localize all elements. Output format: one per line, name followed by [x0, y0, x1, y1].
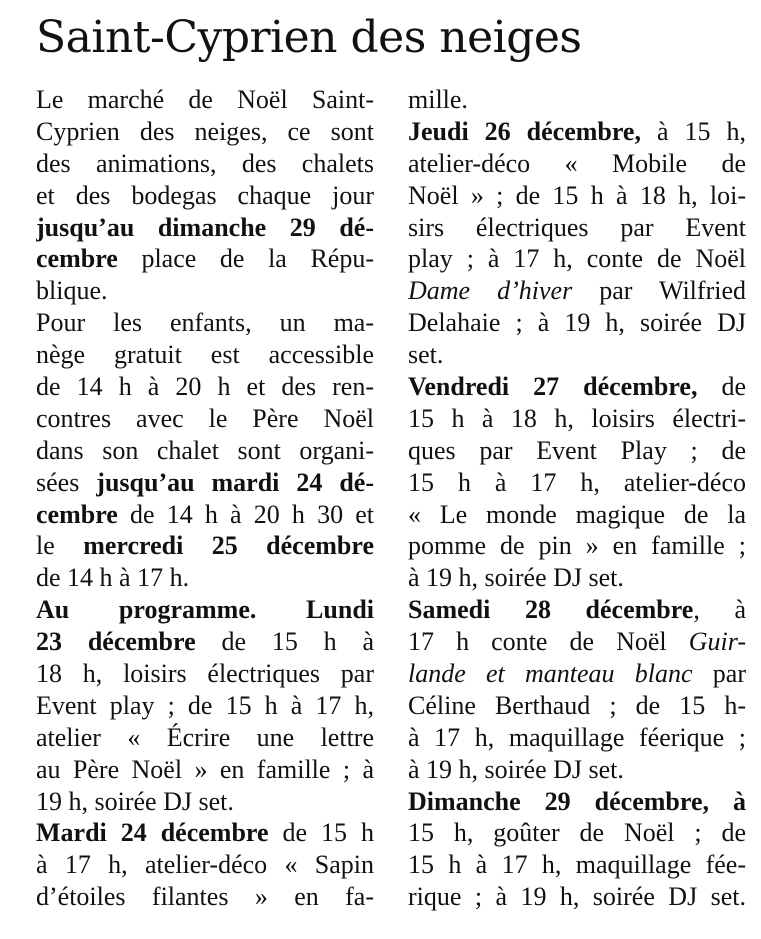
- text-line: [36, 307, 374, 339]
- text-run: à 15 h,: [640, 116, 746, 146]
- text-line: [408, 212, 746, 244]
- text-run: à 19 h, soirée DJ set.: [408, 754, 624, 784]
- text-run: dans son chalet sont organi-: [36, 435, 374, 465]
- bold-run: 23 décembre: [36, 627, 196, 657]
- bold-run: jusqu’au dimanche 29 dé-: [36, 212, 374, 242]
- text-line: [408, 243, 746, 275]
- text-run: de 14 h à 17 h.: [36, 563, 190, 593]
- text-run: atelier « Écrire une lettre: [36, 722, 374, 752]
- text-line: [36, 275, 374, 307]
- text-run: sirs électriques par Event: [408, 212, 746, 242]
- text-run: 15 h à 17 h, maquillage fée-: [408, 850, 746, 880]
- italic-run: Guir-: [688, 627, 746, 657]
- text-line: [36, 754, 374, 786]
- article-column-left: [36, 84, 374, 913]
- text-run: de 15 h à: [195, 627, 374, 657]
- italic-run: lande et manteau blanc: [408, 659, 693, 689]
- text-run: contres avec le Père Noël: [36, 403, 374, 433]
- text-line: [408, 881, 746, 913]
- text-run: Cyprien des neiges, ce sont: [36, 116, 374, 146]
- text-run: de 14 h à 20 h et des ren-: [36, 372, 374, 402]
- text-line: [36, 817, 374, 849]
- text-line: [36, 690, 374, 722]
- text-line: [36, 116, 374, 148]
- text-line: [36, 849, 374, 881]
- text-line: [408, 849, 746, 881]
- text-run: mille.: [408, 85, 468, 114]
- text-line: [408, 594, 746, 626]
- bold-run: cembre: [36, 499, 118, 529]
- bold-run: Vendredi 27 décembre,: [408, 372, 698, 402]
- text-line: [408, 817, 746, 849]
- text-run: play ; à 17 h, conte de Noël: [408, 244, 746, 274]
- text-run: de 15 h: [268, 818, 374, 848]
- text-line: [408, 690, 746, 722]
- text-line: [36, 562, 374, 594]
- text-line: [408, 562, 746, 594]
- text-line: [408, 339, 746, 371]
- text-line: [36, 339, 374, 371]
- text-line: [408, 116, 746, 148]
- text-line: [408, 786, 746, 818]
- text-line: [408, 754, 746, 786]
- bold-run: Samedi 28 décembre: [408, 595, 694, 625]
- bold-run: Mardi 24 décembre: [36, 818, 269, 848]
- text-line: [36, 626, 374, 658]
- text-run: Noël » ; de 15 h à 18 h, loi-: [408, 180, 746, 210]
- text-line: [36, 84, 374, 116]
- text-line: [36, 212, 374, 244]
- text-run: 15 h à 18 h, loisirs électri-: [408, 403, 746, 433]
- text-line: [408, 403, 746, 435]
- text-line: [36, 371, 374, 403]
- bold-run: Au programme. Lundi: [36, 595, 374, 625]
- text-run: de 14 h à 20 h 30 et: [117, 499, 374, 529]
- text-run: Le marché de Noël Saint-: [36, 85, 374, 114]
- text-run: Pour les enfants, un ma-: [36, 308, 374, 338]
- text-run: à 17 h, maquillage féerique ;: [408, 722, 746, 752]
- text-line: [408, 180, 746, 212]
- text-run: set.: [408, 340, 444, 370]
- text-line: [36, 499, 374, 531]
- bold-run: jusqu’au mardi 24 dé-: [96, 467, 374, 497]
- text-run: ques par Event Play ; de: [408, 435, 746, 465]
- article-column-right: [408, 84, 746, 913]
- text-line: [408, 275, 746, 307]
- text-run: , à: [693, 595, 746, 625]
- text-run: place de la Répu-: [117, 244, 374, 274]
- text-run: et des bodegas chaque jour: [36, 180, 374, 210]
- text-run: « Le monde magique de la: [408, 499, 746, 529]
- text-line: [408, 435, 746, 467]
- text-line: [36, 658, 374, 690]
- text-line: [36, 881, 374, 913]
- text-run: Céline Berthaud ; de 15 h-: [408, 690, 746, 720]
- text-run: des animations, des chalets: [36, 148, 374, 178]
- italic-run: Dame d’hiver: [408, 276, 573, 306]
- text-line: [36, 722, 374, 754]
- text-run: au Père Noël » en famille ; à: [36, 754, 374, 784]
- text-run: Event play ; de 15 h à 17 h,: [36, 690, 374, 720]
- text-line: [408, 371, 746, 403]
- text-run: atelier-déco « Mobile de: [408, 148, 746, 178]
- text-run: à 19 h, soirée DJ set.: [408, 563, 624, 593]
- text-line: [36, 403, 374, 435]
- text-line: [408, 307, 746, 339]
- bold-run: Dimanche 29 décembre, à: [408, 786, 746, 816]
- text-line: [408, 530, 746, 562]
- text-line: [408, 148, 746, 180]
- text-run: d’étoiles filantes » en fa-: [36, 882, 374, 912]
- bold-run: cembre: [36, 244, 118, 274]
- text-line: [36, 530, 374, 562]
- text-run: à 17 h, atelier-déco « Sapin: [36, 850, 374, 880]
- text-line: [36, 435, 374, 467]
- text-line: [36, 594, 374, 626]
- text-line: [36, 180, 374, 212]
- text-run: pomme de pin » en famille ;: [408, 531, 746, 561]
- text-line: [408, 84, 746, 116]
- bold-run: Jeudi 26 décembre,: [408, 116, 641, 146]
- text-line: [36, 467, 374, 499]
- text-line: [36, 148, 374, 180]
- text-run: 18 h, loisirs électriques par: [36, 659, 374, 689]
- text-run: 15 h, goûter de Noël ; de: [408, 818, 746, 848]
- text-run: 19 h, soirée DJ set.: [36, 786, 234, 816]
- text-run: par Wilfried: [572, 276, 746, 306]
- text-line: [408, 626, 746, 658]
- text-run: rique ; à 19 h, soirée DJ set.: [408, 882, 746, 912]
- bold-run: mercredi 25 décembre: [83, 531, 374, 561]
- text-run: blique.: [36, 276, 108, 306]
- text-line: [408, 658, 746, 690]
- text-run: nège gratuit est accessible: [36, 340, 374, 370]
- text-line: [408, 499, 746, 531]
- text-run: Delahaie ; à 19 h, soirée DJ: [408, 308, 746, 338]
- text-line: [36, 243, 374, 275]
- text-run: 17 h conte de Noël: [408, 627, 689, 657]
- text-line: [408, 467, 746, 499]
- text-run: de: [697, 372, 746, 402]
- text-line: [408, 722, 746, 754]
- text-line: [36, 786, 374, 818]
- article-headline: Saint-Cyprien des neiges: [36, 12, 582, 63]
- text-run: sées: [36, 467, 97, 497]
- text-run: par: [692, 659, 746, 689]
- text-run: le: [36, 531, 84, 561]
- text-run: 15 h à 17 h, atelier-déco: [408, 467, 746, 497]
